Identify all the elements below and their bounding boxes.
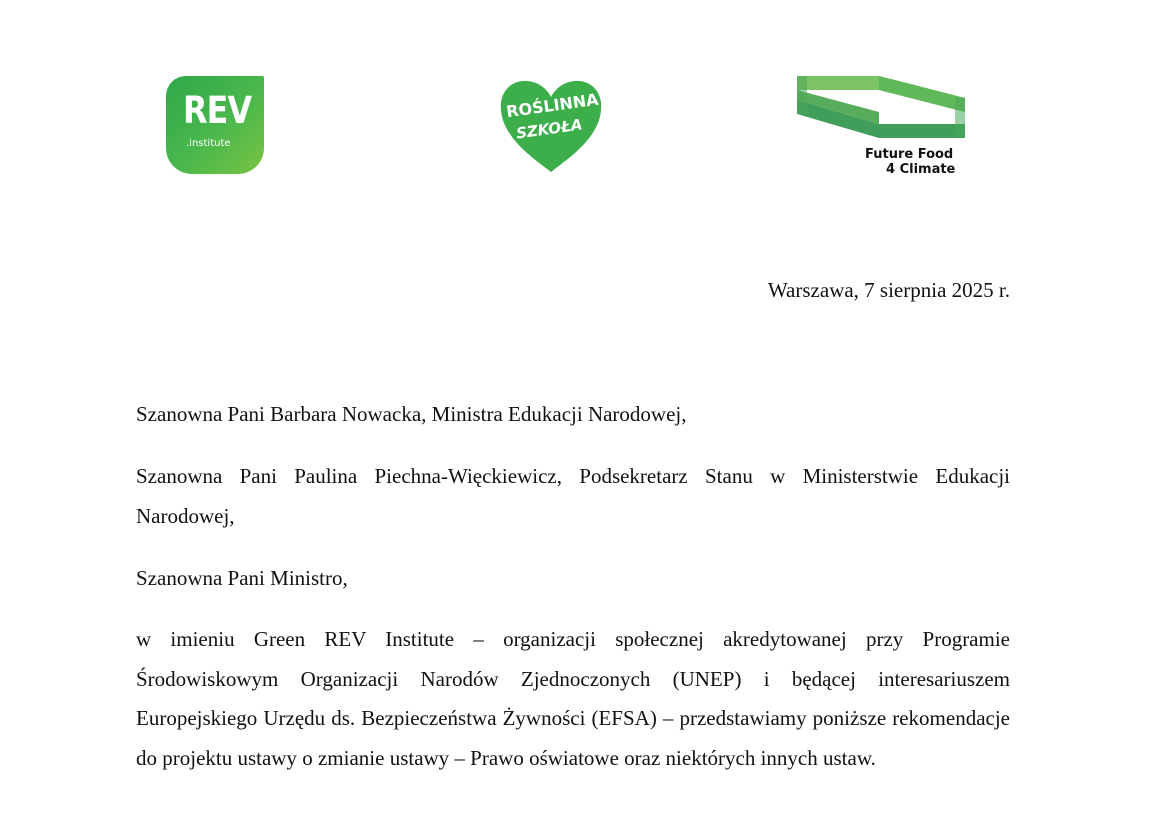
recipient-line-1: Szanowna Pani Barbara Nowacka, Ministra Edukacji Narodowej, <box>136 402 687 426</box>
letter-date: Warszawa, 7 sierpnia 2025 r. <box>767 278 1010 302</box>
roslinna-logo-line2: SZKOŁA <box>515 115 584 143</box>
rev-logo-word: REV <box>183 89 252 132</box>
recipient-line-2: Szanowna Pani Paulina Piechna-Więckiewicz, Podsekretarz Stanu w Ministerstwie Edukacji Narodowej, <box>136 464 1010 528</box>
future-food-logo-line2: 4 Climate <box>886 162 956 177</box>
letter-body-paragraph: w imieniu Green REV Institute – organizacji społecznej akredytowanej przy Programie Środowiskowym Organizacji Narodów Zjednoczonych (UNEP) i będącej interesariuszem Europejskiego Urzędu ds. Bezpieczeństwa Żywności (EFSA) – przedstawiamy poniższe rekomendacje do projektu ustawy o zmianie ustawy – Prawo oświatowe oraz niektórych innych ustaw. <box>136 627 1010 770</box>
roslinna-logo-line1: ROŚLINNA <box>505 89 600 122</box>
salutation: Szanowna Pani Ministro, <box>136 566 348 590</box>
rev-institute-logo <box>166 76 264 174</box>
future-food-4-climate-logo <box>797 76 965 176</box>
future-food-logo-line1: Future Food <box>865 147 954 162</box>
ribbon-icon <box>797 76 965 146</box>
roslinna-szkola-logo <box>499 80 603 174</box>
rev-logo-subtitle: .institute <box>186 138 231 149</box>
